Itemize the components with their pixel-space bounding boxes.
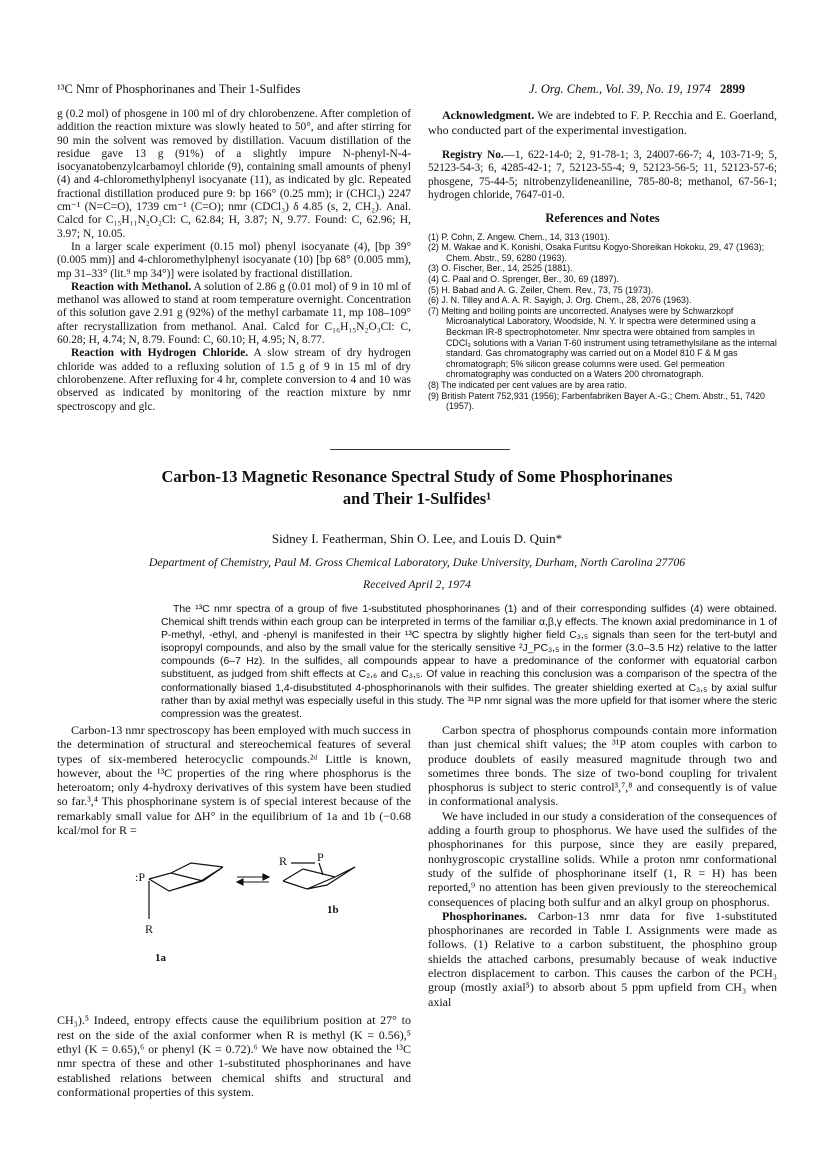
phosphorus-label-a: :P [135,870,146,885]
equilibrium-arrows [237,874,269,885]
reference-item: (2) M. Wakae and K. Konishi, Osaka Furitsu Kogyo-Shoreikan Hokoku, 29, 47 (1963); Chem. Abstr., 59, 6280 (1963). [428,242,765,263]
article-body-right [428,723,777,1009]
abstract [161,603,777,721]
paragraph-text: A slow stream of dry hydrogen chloride was added to a refluxing solution of 1.5 g of 9 in 15 ml of dry chlorobenzene. After refluxing for 4 hr, complete conversion to 4 and 10 was observed as indicated by monitoring of the reaction mixture by nmr spectroscopy and glc. [57,347,411,413]
body-paragraph: CH₃).⁵ Indeed, entropy effects cause the equilibrium position at 27° to rest on the side of the axial conformer when R is methyl (K = 0.56),⁵ ethyl (K = 0.65),⁶ or phenyl (K = 0.72).⁶ We have now obtained the ¹³C nmr spectra of these and other 1-substituted phosphorinanes and have established relations between chemical shifts and structural and conformational properties of this system. [57,1013,411,1099]
ack-heading: Acknowledgment. [442,108,535,122]
reference-item: (6) J. N. Tilley and A. A. R. Sayigh, J. Org. Chem., 28, 2076 (1963). [428,295,692,306]
compound-label-1b: 1b [327,904,339,917]
chair-1a [149,863,223,919]
paragraph-text: A solution of 2.86 g (0.01 mol) of 9 in 10 ml of methanol was allowed to stand at room temperature overnight. Concentration of this solution gave 2.91 g (92%) of the methyl carbamate 11, mp 108–109° after recrystallization from methanol. Anal. Calcd for C₁₆H₁₅N₂O₃Cl: C, 60.28; H, 4.74; N, 8.79. Found: C, 60.10; H, 4.95; N, 8.77. [57,280,411,347]
abstract-text: The ¹³C nmr spectra of a group of five 1-substituted phosphorinanes (1) and of their corresponding sulfides (4) were obtained. Chemical shift trends within each group can be interpreted in terms of the familiar α,β,γ effects. The known axial predominance in 1 of P-methyl, -ethyl, and -phenyl is manifested in their ¹³C spectra by slightly higher field C₃,₅ signals than seen for the tert-butyl and isopropyl compounds, and also by the small value for the sterically sensitive ²J_PC₃,₅ in the former (3.0–3.5 Hz) relative to the latter compounds (6–7 Hz). In the sulfides, all compounds appear to have a predominance of the conformer with equatorial carbon substituent, as judged from shift effects at C₂,₆ and C₃,₅. Of value in reaching this conclusion was a comparison of the spectra of the conformationally biased 1,4-disubstituted 4-phosphorinanols with their sulfides. The greater shielding exerted at C₃,₅ by axial sulfur rather than by axial methyl was especially useful in this study. The ³¹P nmr signal was the more upfield for that isomer where the steric compression was the greatest. [161,604,777,720]
reference-item: (3) O. Fischer, Ber., 14, 2525 (1881). [428,263,573,274]
body-paragraph: Carbon spectra of phosphorus compounds contain more information than just chemical shift values; the ³¹P atom couples with carbon to produce doublets of easily measured magnitude through two and sometimes three bonds. The size of two-bond coupling for trivalent phosphorus is subject to steric control³,⁷,⁸ and consequently is of value in conformational analysis. [428,723,777,809]
prev-article-right-column [428,108,777,412]
substituent-label-a: R [145,922,154,937]
chair-1b [283,863,355,889]
body-paragraph [428,909,777,1009]
compound-label-1a: 1a [155,952,166,965]
conformer-equilibrium-figure [57,841,411,1009]
experimental-paragraph: In a larger scale experiment (0.15 mol) phenyl isocyanate (4), [bp 39° (0.005 mm)] and 4-chloromethylphenyl isocyanate (10) [bp 68° (0.005 mm), mp 31–33° (lit.⁹ mp 34°)] were isolated by fractional distillation. [57,240,411,280]
reference-item: (8) The indicated per cent values are by area ratio. [428,379,627,390]
article-title [60,466,774,510]
chair-structures-diagram [57,841,411,1009]
paragraph-text: Carbon-13 nmr data for five 1-substituted phosphorinanes are recorded in Table I. Assignments were made as follows. (1) Relative to a carbon substituent, the phosphino group shields the attached carbons, presumably because of weak inductive electron displacement to carbon. This causes the carbon of the PCH₃ group (mostly axial⁵) to absorb about 5 ppm upfield from CH₃ when axial [428,908,777,1009]
references-list [428,232,777,412]
reference-item: (5) H. Babad and A. G. Zeiler, Chem. Rev., 73, 75 (1973). [428,284,654,295]
article-divider [330,449,510,450]
section-heading: Phosphorinanes. [442,908,528,923]
registry-heading: Registry No. [442,149,504,162]
running-head-title: ¹³C Nmr of Phosphorinanes and Their 1-Sulfides [57,82,301,96]
experimental-paragraph [57,347,411,413]
substituent-label-b: R [279,854,288,869]
reference-item: (7) Melting and boiling points are uncorrected. Analyses were by Schwarzkopf Microanalytical Laboratory, Woodside, N. Y. Ir spectra were determined using a Beckman IR-8 spectrophotometer. Nmr spectra were obtained from samples in CDCl₃ solutions with a Varian T-60 instrument using tetramethylsilane as the internal standard. Gas chromatography was carried out on a Model 810 F & M gas chromatograph; 5% silicon grease columns were used. Gel permeation chromatography was conducted on a Waters 200 chromatograph. [428,305,777,380]
experimental-paragraph [57,281,411,347]
page-number: 2899 [720,82,745,96]
section-heading: Reaction with Methanol. [71,280,192,293]
title-line: and Their 1-Sulfides¹ [342,489,492,508]
article-body-left [57,723,411,1099]
section-heading: Reaction with Hydrogen Chloride. [71,347,249,360]
reference-item: (1) P. Cohn, Z. Angew. Chem., 14, 313 (1901). [428,231,610,242]
received-date: Received April 2, 1974 [363,577,471,591]
running-head-journal [529,82,745,97]
body-paragraph: Carbon-13 nmr spectroscopy has been employed with much success in the determination of structural and stereochemical features of several types of six-membered heterocyclic compounds.²ᵈ Little is known, however, about the ¹³C properties of the ring where phosphorus is the heteroatom; only 4-hydroxy derivatives of this system have been studied so far.³,⁴ This phosphorinane system is of special interest because of the remarkably small value for ΔH° in the equilibrium of 1a and 1b (−0.68 kcal/mol for R = [57,723,411,838]
body-paragraph: We have included in our study a consideration of the consequences of adding a fourth group to phosphorus. We have used the sulfides of the phosphorinanes for this purpose, since they are easily prepared, nonhygroscopic crystalline solids. While a proton nmr conformational study of the sulfide of phosphorinane itself (1, R = H) has been reported,⁹ no attention has been given previously to the stereochemical consequences of placing both sulfur and an alkyl group on phosphorus. [428,808,777,909]
registry-text: —1, 622-14-0; 2, 91-78-1; 3, 24007-66-7; 4, 103-71-9; 5, 52123-54-3; 6, 4285-42-1; 7, 52123-55-4; 9, 52123-56-5; 11, 52123-57-6; phosgene, 75-44-5; nitrobenzylideneaniline, 785-80-8; methanol, 67-56-1; hydrogen chloride, 7647-01-0. [428,149,777,202]
references-heading: References and Notes [545,211,660,226]
ack-text: We are indebted to F. P. Recchia and E. Goerland, who conducted part of the experimental investigation. [428,108,777,137]
author-list: Sidney I. Featherman, Shin O. Lee, and Louis D. Quin* [271,531,563,546]
phosphorus-label-b: P [317,850,324,865]
journal-citation: J. Org. Chem., Vol. 39, No. 19, 1974 [529,82,711,96]
affiliation: Department of Chemistry, Paul M. Gross Chemical Laboratory, Duke University, Durham, North Carolina 27706 [148,555,686,569]
prev-article-left-column [57,108,411,414]
acknowledgment [428,108,777,137]
experimental-paragraph: g (0.2 mol) of phosgene in 100 ml of dry chlorobenzene. After completion of addition the reaction mixture was slowly heated to 50°, and after stirring for 90 min the solvent was removed by distillation. Vacuum distillation of the residue gave 13 g (91%) of a slightly impure N-phenyl-N-4-isocyanatobenzylcarbamoyl chloride (9), containing small amounts of phenyl (4) and 4-chloromethylphenyl isocyanate (11), as indicated by glc. Repeated fractional distillation produced pure 9: bp 166° (0.25 mm); ir (CHCl₃) 2247 cm⁻¹ (N=C=O), 1739 cm⁻¹ (C=O); nmr (CDCl₃) δ 4.85 (s, 2, CH₂). Anal. Calcd for C₁₅H₁₁N₂O₂Cl: C, 62.84; H, 3.87; N, 9.77. Found: C, 62.96; H, 3.97; N, 10.05. [57,108,411,240]
registry-numbers [428,149,777,202]
reference-item: (9) British Patent 752,931 (1956); Farbenfabriken Bayer A.-G.; Chem. Abstr., 51, 7420 (1957). [428,390,765,412]
reference-item: (4) C. Paal and O. Sprenger, Ber., 30, 69 (1897). [428,274,619,285]
title-line: Carbon-13 Magnetic Resonance Spectral Study of Some Phosphorinanes [161,467,673,486]
